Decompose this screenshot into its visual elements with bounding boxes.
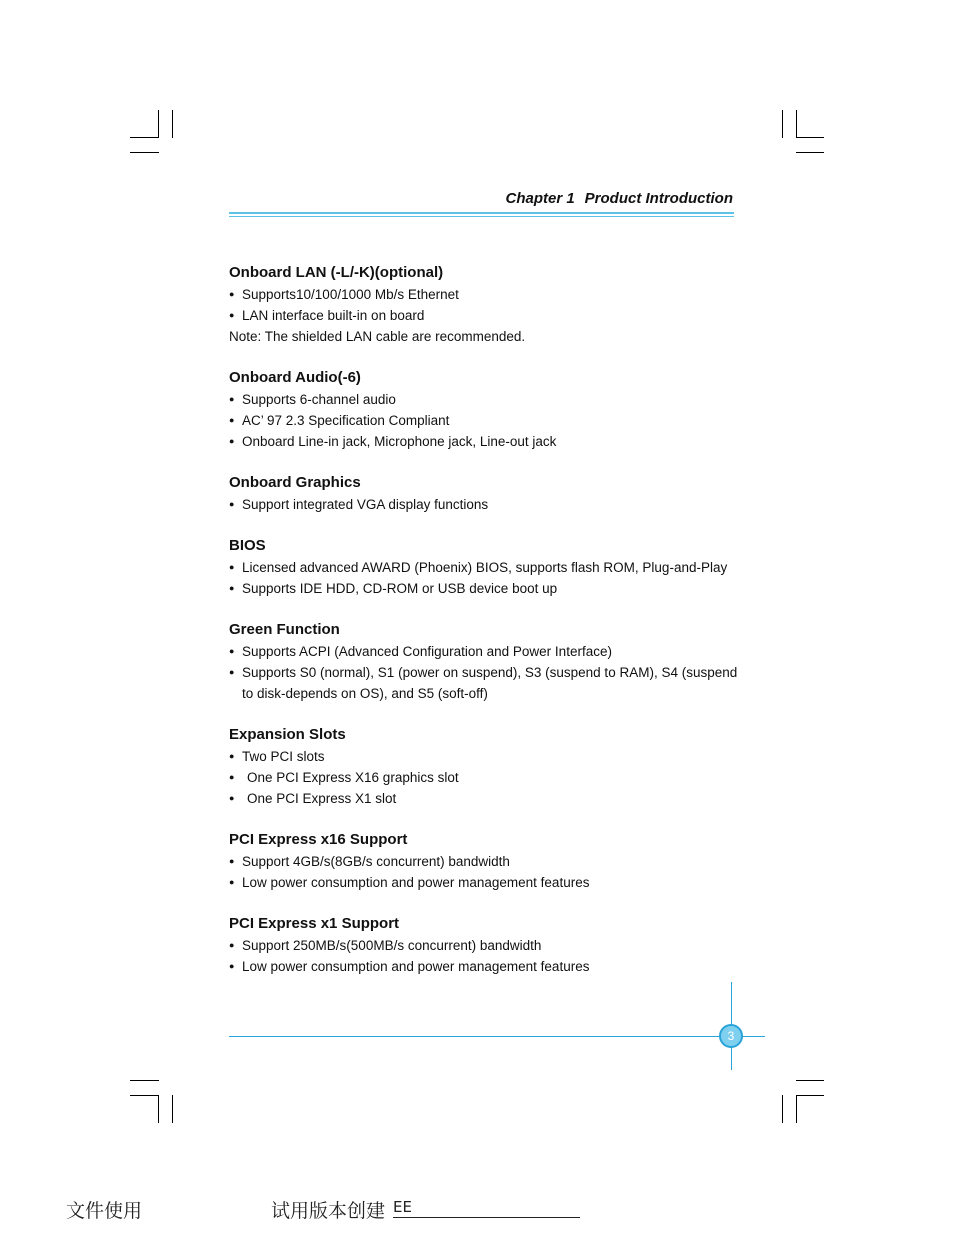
- section-title: Onboard Graphics: [229, 474, 361, 491]
- section-green-function: [229, 619, 739, 704]
- footer-rule: [229, 1036, 765, 1037]
- section-pcie-x16: [229, 829, 739, 893]
- list-item: [229, 305, 739, 326]
- list-item: [229, 431, 739, 452]
- bullet-icon: ●: [229, 772, 235, 782]
- bullet-icon: ●: [229, 289, 235, 299]
- section-title: Expansion Slots: [229, 726, 346, 743]
- bullet-icon: ●: [229, 499, 235, 509]
- list-item: [229, 284, 739, 305]
- crop-mark: [130, 1080, 159, 1081]
- section-title: BIOS: [229, 537, 266, 554]
- section-expansion-slots: [229, 724, 739, 809]
- note-text: Note: The shielded LAN cable are recommended.: [229, 329, 526, 344]
- crop-mark: [158, 1095, 159, 1123]
- page-number: 3: [727, 1029, 735, 1043]
- list-item-text: Low power consumption and power management features: [242, 875, 590, 890]
- page-number-badge: [719, 1024, 743, 1048]
- crop-mark: [172, 1095, 173, 1123]
- watermark-link[interactable]: EE: [393, 1198, 412, 1216]
- list-item-text: AC’ 97 2.3 Specification Compliant: [242, 413, 450, 428]
- crop-mark: [130, 137, 159, 138]
- crop-mark: [782, 110, 783, 138]
- list-item: [229, 578, 739, 599]
- list-item: [229, 662, 739, 704]
- bullet-icon: ●: [229, 877, 235, 887]
- crop-mark: [796, 1095, 824, 1096]
- list-item-text: LAN interface built-in on board: [242, 308, 425, 323]
- section-onboard-lan: [229, 262, 739, 347]
- spec-content: [229, 262, 739, 997]
- list-item: [229, 767, 739, 788]
- bullet-icon: ●: [229, 856, 235, 866]
- list-item-text: Supports ACPI (Advanced Configuration and Power Interface): [242, 644, 612, 659]
- header-rule: [229, 212, 734, 214]
- list-item-text: One PCI Express X1 slot: [247, 791, 397, 806]
- crop-mark: [796, 137, 824, 138]
- list-item-text: Supports10/100/1000 Mb/s Ethernet: [242, 287, 459, 302]
- bullet-icon: ●: [229, 961, 235, 971]
- list-item-text: Supports IDE HDD, CD-ROM or USB device boot up: [242, 581, 558, 596]
- section-title: Onboard LAN (-L/-K)(optional): [229, 264, 444, 281]
- crop-mark: [796, 152, 824, 153]
- chapter-header: [420, 190, 733, 207]
- crop-mark: [172, 110, 173, 138]
- list-item-text: Licensed advanced AWARD (Phoenix) BIOS, supports flash ROM, Plug-and-Play: [242, 560, 728, 575]
- section-title: PCI Express x16 Support: [229, 831, 408, 848]
- watermark-right-text: 试用版本创建: [271, 1200, 386, 1222]
- list-item: [229, 872, 739, 893]
- list-item: [229, 935, 739, 956]
- crop-mark: [130, 152, 159, 153]
- section-onboard-graphics: [229, 472, 739, 515]
- list-item: [229, 410, 739, 431]
- bullet-icon: ●: [229, 583, 235, 593]
- list-item: [229, 557, 739, 578]
- crop-mark: [796, 1080, 824, 1081]
- bullet-icon: ●: [229, 751, 235, 761]
- list-item-text: Two PCI slots: [242, 749, 325, 764]
- crop-mark: [130, 1095, 159, 1096]
- list-item: [229, 746, 739, 767]
- list-item-text: Onboard Line-in jack, Microphone jack, Line-out jack: [242, 434, 557, 449]
- list-item: [229, 641, 739, 662]
- list-item-text: Supports 6-channel audio: [242, 392, 396, 407]
- crop-mark: [796, 110, 797, 138]
- crop-mark: [158, 110, 159, 138]
- list-item-text: Support 250MB/s(500MB/s concurrent) bandwidth: [242, 938, 542, 953]
- chapter-label: Chapter 1: [505, 190, 575, 207]
- bullet-icon: ●: [229, 415, 235, 425]
- section-bios: [229, 535, 739, 599]
- watermark-underline: [393, 1217, 580, 1218]
- list-item-text: Support integrated VGA display functions: [242, 497, 489, 512]
- section-title: Green Function: [229, 621, 340, 638]
- list-item: [229, 494, 739, 515]
- section-title: PCI Express x1 Support: [229, 915, 400, 932]
- list-item: [229, 956, 739, 977]
- section-onboard-audio: [229, 367, 739, 452]
- section-pcie-x1: [229, 913, 739, 977]
- list-item-text: Low power consumption and power management features: [242, 959, 590, 974]
- header-rule: [229, 216, 734, 217]
- bullet-icon: ●: [229, 667, 235, 677]
- list-item-text: Support 4GB/s(8GB/s concurrent) bandwidth: [242, 854, 510, 869]
- list-item: [229, 389, 739, 410]
- list-item: [229, 851, 739, 872]
- bullet-icon: ●: [229, 394, 235, 404]
- list-item: [229, 788, 739, 809]
- bullet-icon: ●: [229, 562, 235, 572]
- crop-mark: [796, 1095, 797, 1123]
- bullet-icon: ●: [229, 793, 235, 803]
- bullet-icon: ●: [229, 940, 235, 950]
- chapter-title: Product Introduction: [584, 190, 733, 207]
- bullet-icon: ●: [229, 436, 235, 446]
- crop-mark: [782, 1095, 783, 1123]
- list-item-text: One PCI Express X16 graphics slot: [247, 770, 459, 785]
- bullet-icon: ●: [229, 310, 235, 320]
- list-item-text: Supports S0 (normal), S1 (power on suspend), S3 (suspend to RAM), S4 (suspend to disk-depends on OS), and S5 (soft-off): [242, 665, 738, 701]
- watermark-left-text: 文件使用: [66, 1200, 143, 1222]
- bullet-icon: ●: [229, 646, 235, 656]
- section-title: Onboard Audio(-6): [229, 369, 361, 386]
